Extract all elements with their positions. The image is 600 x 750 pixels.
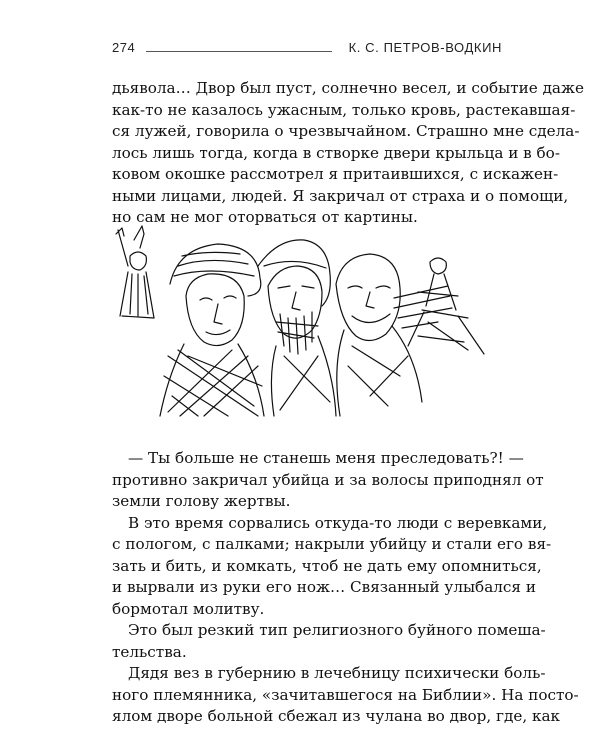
text-line: дьявола… Двор был пуст, солнечно весел, и событие даже	[112, 79, 584, 97]
paragraph-3	[112, 513, 552, 621]
text-line: с пологом, с палками; накрыли убийцу и стали его вя-	[112, 535, 552, 553]
text-line: ялом дворе больной сбежал из чулана во двор, где, как	[112, 707, 561, 725]
text-line: как-то не казалось ужасным, только кровь, растекавшая-	[112, 100, 576, 119]
text-line: тельства.	[112, 642, 187, 661]
text-line: ся лужей, говорила о чрезвычайном. Страшно мне сдела-	[112, 122, 580, 140]
text-line: земли голову жертвы.	[112, 492, 291, 510]
text-line: но сам не мог оторваться от картины.	[112, 208, 418, 226]
paragraph-5	[112, 663, 579, 728]
text-line: ковом окошке рассмотрел я притаившихся, с искажен-	[112, 165, 559, 183]
text-line: бормотал молитву.	[112, 599, 265, 618]
text-line: Это был резкий тип религиозного буйного помеша-	[128, 621, 546, 639]
pen-sketch-illustration	[108, 226, 508, 422]
text-line: ными лицами, людей. Я закричал от страха и о помощи,	[112, 186, 569, 205]
page-header	[112, 40, 502, 60]
text-line: В это время сорвались откуда-то люди с веревками,	[128, 513, 548, 532]
text-block-lower	[112, 448, 579, 728]
paragraph-4	[112, 620, 546, 663]
paragraph-1	[112, 78, 584, 229]
header-rule	[146, 51, 332, 52]
paragraph-2	[112, 448, 544, 513]
text-line: противно закричал убийца и за волосы приподнял от	[112, 470, 544, 489]
page-number: 274	[112, 40, 136, 55]
text-line: зать и бить, и комкать, чтоб не дать ему опомниться,	[112, 556, 542, 575]
text-line: лось лишь тогда, когда в створке двери крыльца и в бо-	[112, 143, 560, 162]
text-line: ного племянника, «зачитавшегося на Библии». На посто-	[112, 685, 579, 704]
running-title: К. С. ПЕТРОВ-ВОДКИН	[348, 40, 502, 55]
text-line: Дядя вез в губернию в лечебницу психически боль-	[128, 664, 546, 682]
text-line: и вырвали из руки его нож… Связанный улыбался и	[112, 578, 536, 596]
text-line: — Ты больше не станешь меня преследовать?! —	[128, 449, 524, 467]
